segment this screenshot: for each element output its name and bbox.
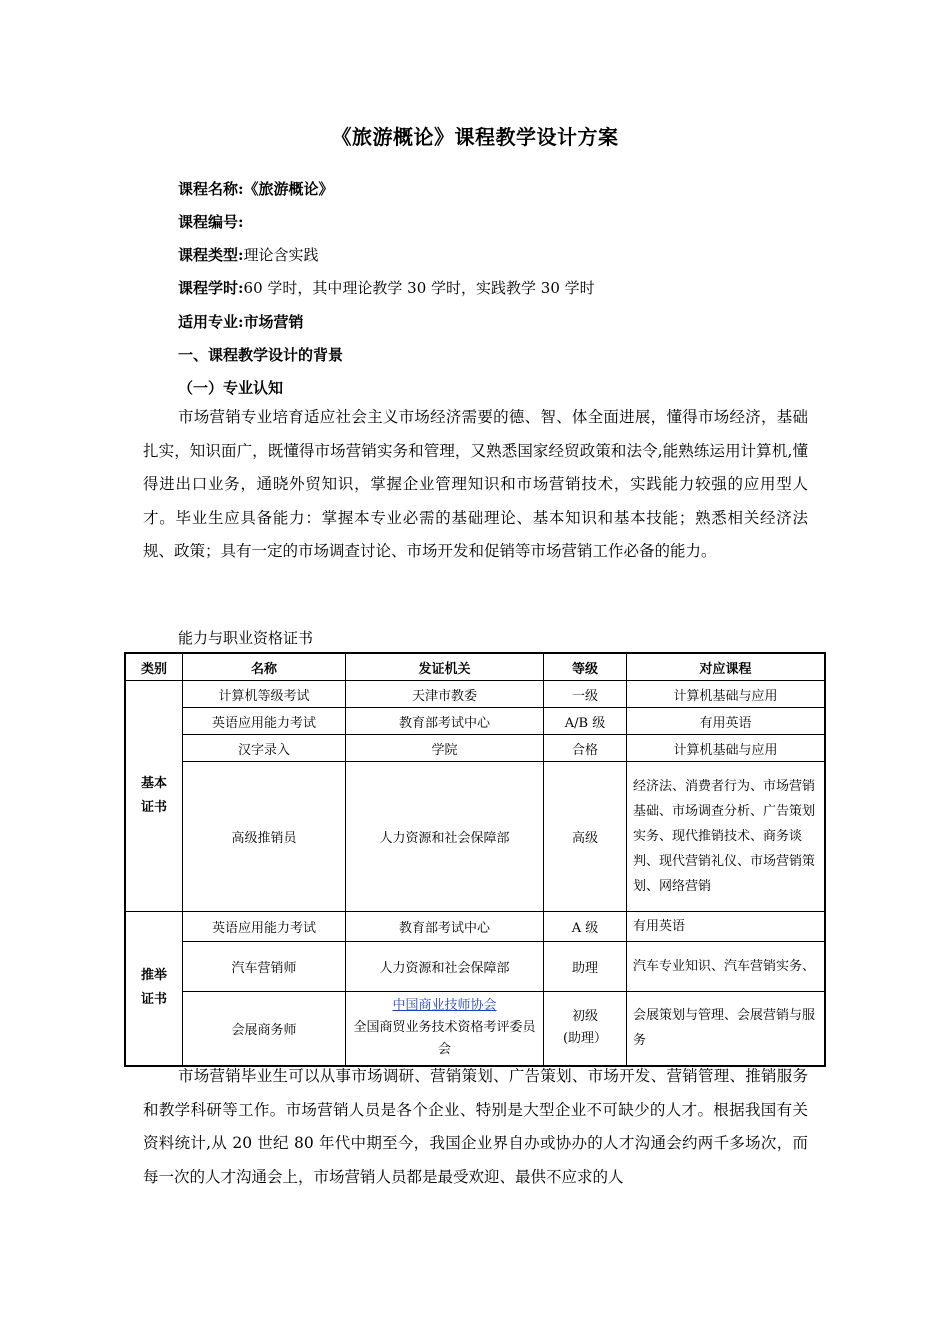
cell-level: A/B 级 <box>544 708 627 735</box>
course-code-line <box>178 211 244 232</box>
course-name-line <box>178 178 334 199</box>
table-row <box>125 762 825 912</box>
cell-name: 英语应用能力考试 <box>183 912 346 942</box>
course-major-line <box>178 311 304 332</box>
level-line1: 初级 <box>571 1009 598 1025</box>
table-row <box>125 681 825 708</box>
subsection-heading: （一）专业认知 <box>178 379 284 397</box>
course-type-value: 理论含实践 <box>243 246 319 264</box>
category-basic-line2: 证书 <box>140 800 167 815</box>
issuer-link[interactable]: 中国商业技师协会 <box>392 998 497 1014</box>
cell-issuer: 人力资源和社会保障部 <box>346 942 544 992</box>
level-line2: (助理） <box>562 1031 608 1047</box>
cell-course: 汽车专业知识、汽车营销实务、 <box>627 942 826 992</box>
cell-course: 计算机基础与应用 <box>627 735 826 762</box>
table-row <box>125 708 825 735</box>
header-name: 名称 <box>183 653 346 681</box>
table-row <box>125 942 825 992</box>
paragraph-career-outlook: 市场营销毕业生可以从事市场调研、营销策划、广告策划、市场开发、营销管理、推销服务和教学科研等工作。市场营销人员是各个企业、特别是大型企业不可缺少的人才。根据我国有关资料统计,从 20 世纪 80 年代中期至今，我国企业界自办或协办的人才沟通会约两千多场次，而每一次的人才沟通会上，市场营销人员都是最受欢迎、最供不应求的人 <box>143 1067 808 1186</box>
course-major-value: 市场营销 <box>243 313 304 331</box>
cell-course: 会展策划与管理、会展营销与服务 <box>627 992 826 1066</box>
course-hours-value: 60 学时，其中理论教学 30 学时，实践教学 30 学时 <box>243 279 595 297</box>
cell-issuer: 教育部考试中心 <box>346 708 544 735</box>
header-course: 对应课程 <box>627 653 826 681</box>
cell-level: 合格 <box>544 735 627 762</box>
cell-course: 经济法、消费者行为、市场营销基础、市场调查分析、广告策划实务、现代推销技术、商务谈判、现代营销礼仪、市场营销策划、网络营销 <box>627 762 826 912</box>
cell-issuer <box>346 992 544 1066</box>
issuer-text: 全国商贸业务技术资格考评委员会 <box>353 1020 536 1058</box>
cell-issuer: 学院 <box>346 735 544 762</box>
cell-course: 有用英语 <box>627 708 826 735</box>
header-issuer: 发证机关 <box>346 653 544 681</box>
cell-level: 高级 <box>544 762 627 912</box>
category-basic-line1: 基本 <box>140 776 167 791</box>
cell-name: 高级推销员 <box>183 762 346 912</box>
header-category: 类别 <box>125 653 183 681</box>
course-hours-line <box>178 277 595 298</box>
course-type-label: 课程类型: <box>178 246 244 264</box>
cell-course: 有用英语 <box>627 912 826 942</box>
course-type-line <box>178 244 319 265</box>
course-major-label: 适用专业: <box>178 313 244 331</box>
cell-level: A 级 <box>544 912 627 942</box>
table-caption: 能力与职业资格证书 <box>178 629 314 647</box>
course-name-value: 《旅游概论》 <box>243 180 334 198</box>
certificate-table <box>124 652 826 1067</box>
document-title: 《旅游概论》课程教学设计方案 <box>331 125 619 149</box>
course-name-label: 课程名称: <box>178 180 244 198</box>
cell-name: 汽车营销师 <box>183 942 346 992</box>
cell-name: 英语应用能力考试 <box>183 708 346 735</box>
course-hours-label: 课程学时: <box>178 279 244 297</box>
cell-issuer: 教育部考试中心 <box>346 912 544 942</box>
course-code-label: 课程编号: <box>178 213 244 231</box>
cell-issuer: 天津市教委 <box>346 681 544 708</box>
cell-level <box>544 992 627 1066</box>
header-level: 等级 <box>544 653 627 681</box>
cell-name: 计算机等级考试 <box>183 681 346 708</box>
category-recommended <box>125 912 183 1066</box>
section-heading: 一、课程教学设计的背景 <box>178 346 344 364</box>
table-row <box>125 992 825 1066</box>
category-recommended-line2: 证书 <box>140 992 167 1008</box>
cell-name: 会展商务师 <box>183 992 346 1066</box>
table-header-row <box>125 653 825 681</box>
table-row <box>125 735 825 762</box>
paragraph-major-overview: 市场营销专业培育适应社会主义市场经济需要的德、智、体全面进展，懂得市场经济，基础扎实，知识面广，既懂得市场营销实务和管理，又熟悉国家经贸政策和法令,能熟练运用计算机,懂得进出口业务，通晓外贸知识，掌握企业管理知识和市场营销技术，实践能力较强的应用型人才。毕业生应具备能力：掌握本专业必需的基础理论、基本知识和基本技能；熟悉相关经济法规、政策；具有一定的市场调查讨论、市场开发和促销等市场营销工作必备的能力。 <box>143 408 808 560</box>
cell-issuer: 人力资源和社会保障部 <box>346 762 544 912</box>
cell-name: 汉字录入 <box>183 735 346 762</box>
table-row <box>125 912 825 942</box>
cell-course: 计算机基础与应用 <box>627 681 826 708</box>
cell-level: 一级 <box>544 681 627 708</box>
cell-level: 助理 <box>544 942 627 992</box>
category-basic <box>125 681 183 912</box>
category-recommended-line1: 推举 <box>140 968 167 984</box>
